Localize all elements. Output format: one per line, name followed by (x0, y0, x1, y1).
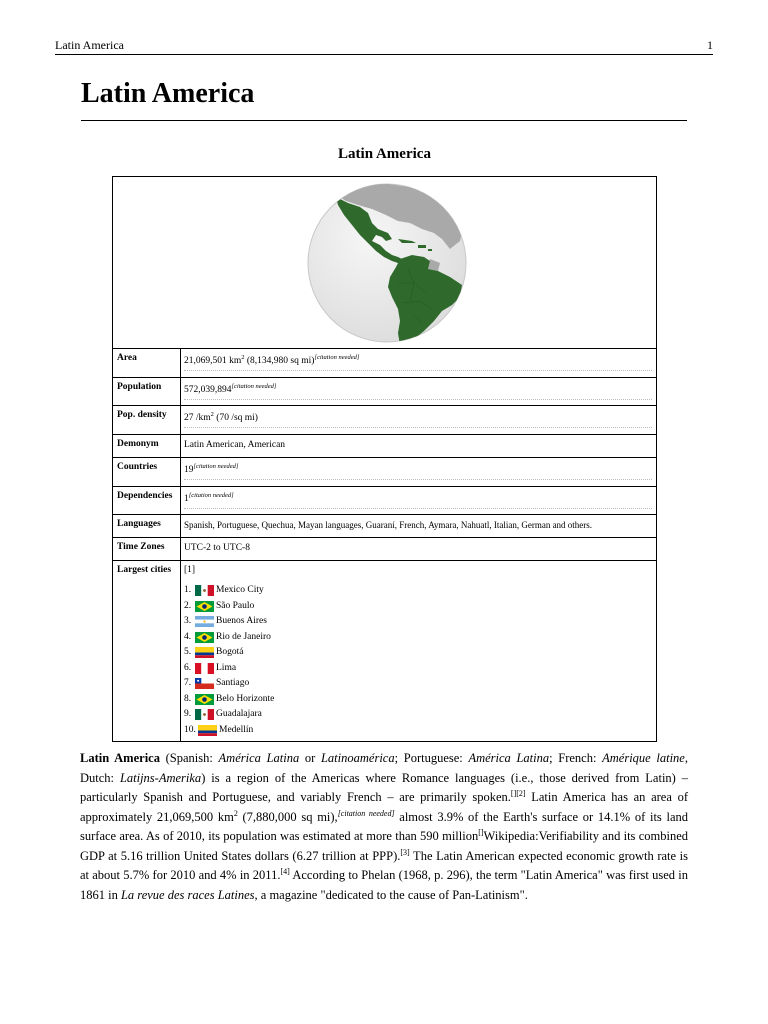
infobox-row-timezones (113, 537, 656, 560)
dependencies-value: 1[citation needed] (184, 493, 652, 506)
largest-cities-label: Largest cities (117, 565, 172, 575)
city-link[interactable]: Mexico City (216, 585, 264, 595)
city-link[interactable]: São Paulo (216, 600, 255, 611)
density-value: 27 $/km^2$ (70 /sq mi) (184, 412, 652, 425)
citation-needed[interactable]: [citation needed] (231, 382, 277, 390)
brazil-flag-icon (195, 601, 214, 612)
citation-needed[interactable]: [citation needed] (314, 353, 360, 361)
reference-link[interactable]: [] (478, 827, 484, 837)
reference-link[interactable]: [3] (400, 847, 410, 857)
countries-value: 19[citation needed] (184, 464, 652, 477)
infobox-caption: Latin America (338, 146, 431, 162)
mexico-flag-icon (195, 585, 214, 596)
city-item: 7. Santiago (184, 678, 250, 688)
city-link[interactable]: Buenos Aires (216, 616, 267, 626)
city-link[interactable]: Bogotá (216, 647, 244, 657)
infobox-row-population (113, 377, 656, 405)
population-value: 572,039,894[citation needed] (184, 384, 652, 397)
dependencies-label: Dependencies (117, 491, 173, 501)
countries-label: Countries (117, 462, 158, 472)
languages-value: Spanish, Portuguese, Quechua, Mayan languages, Guaraní, French, Aymara, Nahuatl, Italian, German and others. (184, 520, 593, 530)
demonym-label: Demonym (117, 439, 159, 449)
map-image-area (113, 177, 656, 348)
infobox-row-countries (113, 457, 656, 486)
page-number: 1 (707, 38, 713, 52)
city-item: 4. Rio de Janeiro (184, 631, 271, 642)
citation-needed[interactable]: [citation needed] (193, 462, 239, 470)
area-value: 21,069,501 $km^2$ (8,134,980 sq mi)[citation needed] (184, 355, 652, 368)
latin-america-globe-map (302, 183, 472, 343)
reference-link[interactable]: [2] (516, 788, 526, 798)
running-header (55, 38, 713, 55)
density-label: Pop. density (117, 410, 167, 420)
city-link[interactable]: Lima (216, 662, 237, 673)
infobox-row-area (113, 348, 656, 377)
chile-flag-icon (195, 678, 214, 689)
area-label: Area (117, 353, 137, 363)
colombia-flag-icon (195, 647, 214, 658)
article-body (80, 749, 688, 905)
city-link[interactable]: Medellín (219, 724, 254, 735)
mexico-flag-icon (195, 709, 214, 720)
article-title: Latin America (81, 74, 687, 121)
infobox-row-largest-cities (113, 560, 656, 741)
city-item: 3. Buenos Aires (184, 616, 267, 626)
city-item: 9. Guadalajara (184, 709, 262, 719)
colombia-flag-icon (198, 725, 217, 736)
city-item: 5. Bogotá (184, 647, 244, 657)
timezones-value: UTC-2 to UTC-8 (184, 543, 250, 553)
infobox-row-density (113, 405, 656, 434)
argentina-flag-icon (195, 616, 214, 627)
citation-needed[interactable]: [citation needed] (188, 491, 234, 499)
city-link[interactable]: Guadalajara (216, 709, 262, 719)
brazil-flag-icon (195, 632, 214, 643)
city-item: 6. Lima (184, 662, 237, 673)
city-list (184, 584, 652, 741)
timezones-label: Time Zones (117, 542, 165, 552)
running-header-title: Latin America (55, 38, 124, 52)
reference-link[interactable]: [] (510, 788, 517, 798)
citation-needed[interactable]: [citation needed] (337, 808, 395, 818)
largest-cities-value (184, 564, 652, 741)
peru-flag-icon (195, 663, 214, 674)
city-item: 2. São Paulo (184, 600, 255, 611)
cities-reference[interactable]: [1] (184, 565, 196, 575)
brazil-flag-icon (195, 694, 214, 705)
city-link[interactable]: Rio de Janeiro (216, 631, 271, 642)
city-link[interactable]: Belo Horizonte (216, 693, 275, 704)
infobox-row-languages (113, 514, 656, 537)
infobox-row-dependencies (113, 486, 656, 514)
city-item: 8. Belo Horizonte (184, 693, 275, 704)
demonym-value: Latin American, American (184, 440, 286, 450)
city-item: 1. Mexico City (184, 585, 264, 595)
population-label: Population (117, 382, 162, 392)
infobox-row-demonym (113, 434, 656, 457)
infobox (112, 176, 657, 742)
reference-link[interactable]: [4] (280, 866, 290, 876)
city-item: 10. Medellín (184, 724, 254, 735)
languages-label: Languages (117, 519, 161, 529)
city-link[interactable]: Santiago (216, 678, 250, 688)
lead-paragraph: Latin America (Spanish: América Latina or Latinoamérica; Portuguese: América Latina; French: Amérique latine, Dutch: Latijns-Amerika) is a region of the Americas where Romance languages (i.e., those derived from Latin) – particularly Spanish and Portuguese, and variably French – are primarily spoken.[][2] Latin America has an area of approximately 21,069,500 $km^2$ (7,880,000 sq mi),[citation needed] almost 3.9% of the Earth's surface or 14.1% of its land surface area. As of 2010, its population was estimated at more than 590 million[]Wikipedia:Verifiability and its combined GDP at 5.16 trillion United States dollars (6.27 trillion at PPP).[3] The Latin American expected economic growth rate is at about 5.7% for 2010 and 4% in 2011.[4] According to Phelan (1968, p. 296), the term "Latin America" was first used in 1861 in La revue des races Latines, a magazine "dedicated to the cause of Pan-Latinism". (80, 751, 689, 902)
